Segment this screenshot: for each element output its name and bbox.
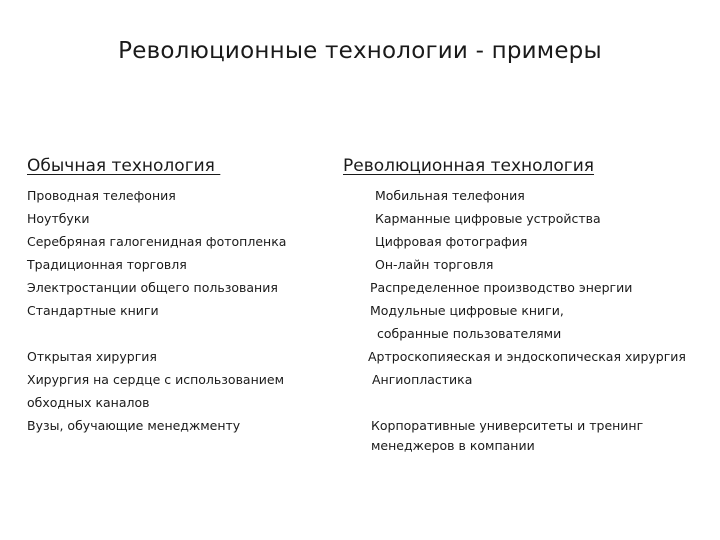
- right-item-continuation: менеджеров в компании: [371, 438, 535, 453]
- conventional-technology-heading: Обычная технология: [27, 156, 221, 176]
- left-item: Хирургия на сердце с использованием: [27, 372, 285, 387]
- left-item: Открытая хирургия: [27, 349, 157, 364]
- left-item: Электростанции общего пользования: [27, 280, 278, 295]
- right-item: Цифровая фотография: [375, 234, 528, 249]
- right-item: Он-лайн торговля: [375, 257, 494, 272]
- right-item: Ангиопластика: [372, 372, 473, 387]
- left-item: Серебряная галогенидная фотопленка: [27, 234, 287, 249]
- left-item: Вузы, обучающие менеджменту: [27, 418, 241, 433]
- right-item: Мобильная телефония: [375, 188, 525, 203]
- right-item: Распределенное производство энергии: [370, 280, 633, 295]
- right-item: Корпоративные университеты и тренинг: [371, 418, 644, 433]
- right-item-continuation: собранные пользователями: [377, 326, 562, 341]
- right-item: Карманные цифровые устройства: [375, 211, 601, 226]
- left-item: Ноутбуки: [27, 211, 90, 226]
- slide-title: Революционные технологии - примеры: [118, 38, 602, 64]
- left-item: Стандартные книги: [27, 303, 159, 318]
- right-item: Артроскопияеская и эндоскопическая хирургия: [368, 349, 686, 364]
- revolutionary-technology-heading: Революционная технология: [343, 156, 595, 176]
- left-item: Проводная телефония: [27, 188, 176, 203]
- left-item: Традиционная торговля: [27, 257, 187, 272]
- left-item-continuation: обходных каналов: [27, 395, 150, 410]
- right-item: Модульные цифровые книги,: [370, 303, 564, 318]
